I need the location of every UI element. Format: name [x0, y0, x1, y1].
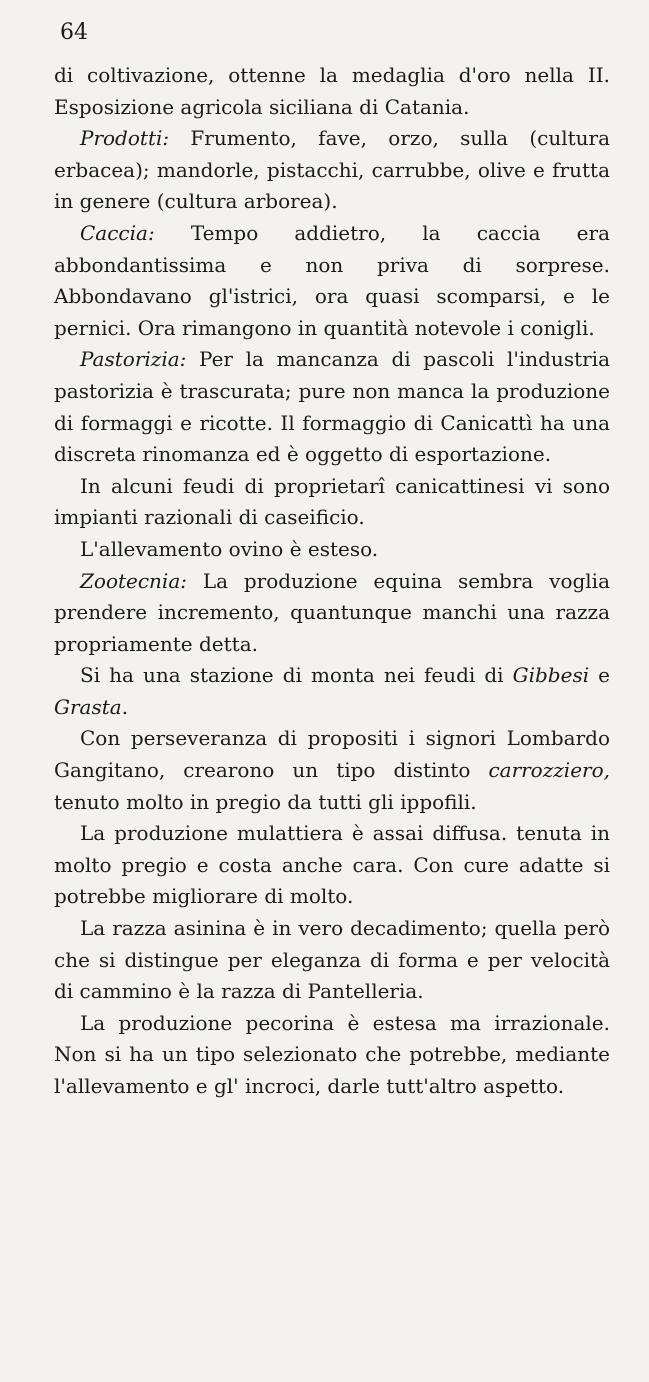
place-name: Grasta — [54, 694, 122, 719]
paragraph — [54, 723, 610, 818]
paragraph — [54, 344, 610, 470]
section-heading-prodotti: Prodotti: — [80, 126, 170, 151]
paragraph — [54, 566, 610, 661]
paragraph — [54, 123, 610, 218]
paragraph-text: La produzione equina sembra voglia prendere incremento, quantunque manchi una razza propriamente detta. — [54, 568, 610, 656]
section-heading-pastorizia: Pastorizia: — [80, 347, 187, 372]
paragraph-text: La produzione mulattiera è assai diffusa. tenuta in molto pregio e costa anche cara. Con cure adatte si potrebbe migliorare di molto. — [54, 821, 610, 909]
breed-term: carrozziero, — [488, 758, 610, 783]
body-text — [54, 60, 610, 1103]
paragraph-text: Per la mancanza di pascoli l'industria pastorizia è trascurata; pure non manca la produzione di formaggi e ricotte. Il formaggio di Canicattì ha una discreta rinomanza ed è oggetto di esportazione. — [54, 347, 610, 467]
paragraph — [54, 1008, 610, 1103]
paragraph — [54, 218, 610, 344]
paragraph-text: Con perseveranza di propositi i signori Lombardo Gangitano, crearono un tipo distinto — [54, 726, 610, 783]
section-heading-caccia: Caccia: — [80, 220, 155, 245]
paragraph-text: e — [589, 663, 610, 688]
paragraph-text: Tempo addietro, la caccia era abbondantissima e non priva di sorprese. Abbondavano gl'istrici, ora quasi scomparsi, e le pernici. Ora rimangono in quantità notevole i conigli. — [54, 220, 610, 340]
paragraph-text: tenuto molto in pregio da tutti gli ippofili. — [54, 789, 477, 814]
section-heading-zootecnia: Zootecnia: — [80, 568, 187, 593]
paragraph — [54, 818, 610, 913]
paragraph-text: Frumento, fave, orzo, sulla (cultura erbacea); mandorle, pistacchi, carrubbe, olive e frutta in genere (cultura arborea). — [54, 126, 610, 214]
paragraph — [54, 534, 610, 566]
paragraph — [54, 660, 610, 723]
paragraph-text: La razza asinina è in vero decadimento; quella però che si distingue per eleganza di forma e per velocità di cammino è la razza di Pantelleria. — [54, 916, 610, 1004]
paragraph — [54, 913, 610, 1008]
paragraph — [54, 471, 610, 534]
paragraph-text: La produzione pecorina è estesa ma irrazionale. Non si ha un tipo selezionato che potrebbe, mediante l'allevamento e gl' incroci, darle tutt'altro aspetto. — [54, 1010, 610, 1098]
paragraph-text: di coltivazione, ottenne la medaglia d'oro nella II. Esposizione agricola siciliana di Catania. — [54, 63, 610, 119]
paragraph-text: In alcuni feudi di proprietarî canicattinesi vi sono impianti razionali di caseificio. — [54, 473, 610, 530]
paragraph-text: L'allevamento ovino è esteso. — [80, 536, 379, 561]
paragraph — [54, 60, 610, 123]
place-name: Gibbesi — [512, 663, 590, 688]
paragraph-text: Si ha una stazione di monta nei feudi di — [80, 663, 513, 688]
page-number: 64 — [60, 20, 88, 45]
paragraph-text: . — [121, 694, 129, 719]
